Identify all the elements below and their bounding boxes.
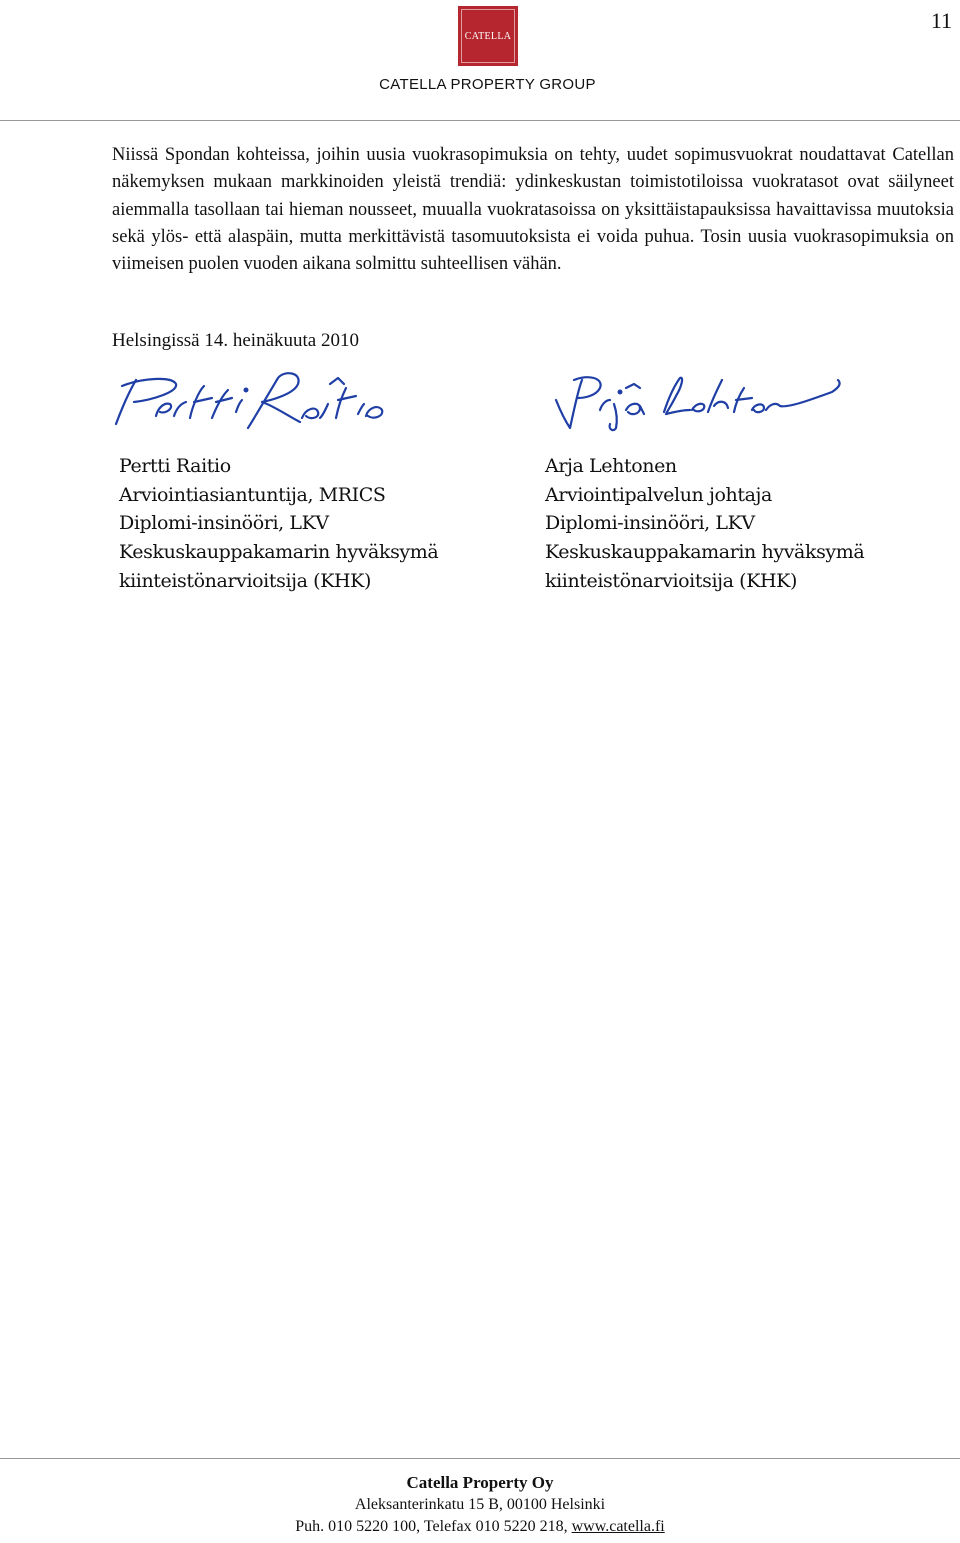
signer-name: Pertti Raitio (119, 455, 231, 477)
signer-approval-line1: Keskuskauppakamarin hyväksymä (545, 541, 865, 564)
signer-approval-line2: kiinteistönarvioitsija (KHK) (545, 569, 797, 592)
footer-contact (0, 1516, 960, 1538)
signer-degree: Diplomi-insinööri, LKV (119, 512, 329, 535)
signature-arja-lehtonen (548, 370, 848, 434)
logo-text: CATELLA (461, 9, 515, 63)
footer (0, 1472, 960, 1538)
footer-company: Catella Property Oy (406, 1473, 554, 1492)
footer-website-link[interactable]: www.catella.fi (571, 1518, 665, 1535)
catella-logo (458, 6, 518, 66)
signer-title: Arviointipalvelun johtaja (545, 483, 772, 506)
body-paragraph: Niissä Spondan kohteissa, joihin uusia vuokrasopimuksia on tehty, uudet sopimusvuokrat noudattavat Catellan näkemyksen mukaan markkinoiden yleistä trendiä: ydinkeskustan toimistotiloissa vuokratasot ovat säilyneet aiemmalla tasollaan tai hieman nousseet, muualla vuokratasoissa on yksittäistapauksissa havaittavissa muutoksia sekä ylös- että alaspäin, mutta merkittävistä tasomuutoksista ei voida puhua. Tosin uusia vuokrasopimuksia on viimeisen puolen vuoden aikana solmittu suhteellisen vähän. (112, 145, 954, 275)
signer-name: Arja Lehtonen (545, 455, 677, 477)
footer-phone-fax: Puh. 010 5220 100, Telefax 010 5220 218, (295, 1518, 572, 1535)
signer-pertti-raitio (119, 452, 438, 596)
header-divider (0, 120, 960, 121)
signer-approval-line2: kiinteistönarvioitsija (KHK) (119, 569, 371, 592)
signer-degree: Diplomi-insinööri, LKV (545, 512, 755, 535)
group-name: CATELLA PROPERTY GROUP (379, 76, 596, 93)
signature-pertti-raitio (112, 368, 392, 434)
signer-title: Arviointiasiantuntija, MRICS (119, 483, 386, 506)
footer-divider (0, 1458, 960, 1459)
footer-address: Aleksanterinkatu 15 B, 00100 Helsinki (354, 1496, 606, 1513)
signer-approval-line1: Keskuskauppakamarin hyväksymä (119, 541, 439, 564)
signer-arja-lehtonen (545, 452, 864, 596)
page-number: 11 (930, 8, 952, 33)
place-date: Helsingissä 14. heinäkuuta 2010 (112, 330, 359, 351)
